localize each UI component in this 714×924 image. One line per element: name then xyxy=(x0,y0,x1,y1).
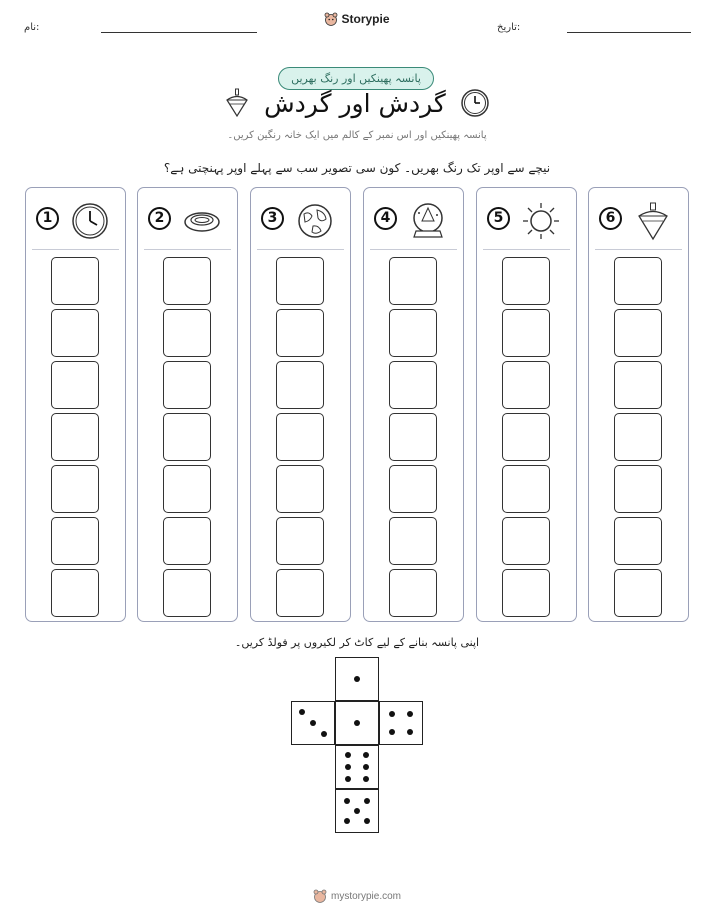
subtitle: پانسہ پھینکیں اور اس نمبر کے کالم میں ایک خانہ رنگین کریں۔ xyxy=(227,130,487,141)
die-pip xyxy=(299,709,305,715)
die-pip xyxy=(364,818,370,824)
die-pip xyxy=(321,731,327,737)
color-box[interactable] xyxy=(502,413,550,461)
die-face-3 xyxy=(291,701,335,745)
color-box[interactable] xyxy=(163,361,211,409)
color-box[interactable] xyxy=(389,569,437,617)
die-pip xyxy=(363,776,369,782)
date-label: تاریخ: xyxy=(497,22,521,33)
color-box[interactable] xyxy=(276,569,324,617)
storypie-mascot-icon xyxy=(324,12,338,26)
column-6 xyxy=(588,187,689,622)
die-pip xyxy=(389,729,395,735)
instruction: نیچے سے اوپر تک رنگ بھریں۔ کون سی تصویر سب سے پہلے اوپر پہنچتی ہے؟ xyxy=(163,161,551,175)
die-pip xyxy=(345,752,351,758)
die-pip xyxy=(354,808,360,814)
color-box[interactable] xyxy=(389,413,437,461)
color-box[interactable] xyxy=(51,517,99,565)
column-divider xyxy=(144,249,231,250)
spinning-top-icon xyxy=(224,88,250,118)
color-box[interactable] xyxy=(163,517,211,565)
title-text: گردش اور گردش xyxy=(264,88,446,118)
color-box[interactable] xyxy=(614,257,662,305)
color-box[interactable] xyxy=(163,257,211,305)
die-face-5 xyxy=(335,789,379,833)
color-box[interactable] xyxy=(276,361,324,409)
die-pip xyxy=(345,776,351,782)
color-box[interactable] xyxy=(389,517,437,565)
color-box[interactable] xyxy=(276,257,324,305)
color-box[interactable] xyxy=(51,309,99,357)
sun-icon xyxy=(521,201,561,245)
color-box[interactable] xyxy=(389,465,437,513)
clock-icon xyxy=(460,88,490,118)
column-number: 6 xyxy=(599,207,622,230)
die-pip xyxy=(354,676,360,682)
brand-logo xyxy=(0,12,714,26)
column-5 xyxy=(476,187,577,622)
column-1 xyxy=(25,187,126,622)
color-box[interactable] xyxy=(276,465,324,513)
column-divider xyxy=(370,249,457,250)
color-box[interactable] xyxy=(614,569,662,617)
footer-url: mystorypie.com xyxy=(330,890,401,902)
color-box[interactable] xyxy=(51,257,99,305)
color-box[interactable] xyxy=(163,413,211,461)
die-face-4 xyxy=(379,701,423,745)
globe-icon xyxy=(295,201,335,245)
color-box[interactable] xyxy=(614,465,662,513)
die-pip xyxy=(354,720,360,726)
column-divider xyxy=(257,249,344,250)
die-face-6 xyxy=(335,745,379,789)
storypie-mascot-icon xyxy=(313,889,327,903)
column-number: 2 xyxy=(148,207,171,230)
die-pip xyxy=(407,729,413,735)
die-pip xyxy=(344,818,350,824)
color-box[interactable] xyxy=(614,517,662,565)
color-box[interactable] xyxy=(614,413,662,461)
color-box[interactable] xyxy=(502,517,550,565)
name-label: نام: xyxy=(24,22,40,33)
column-number: 5 xyxy=(487,207,510,230)
column-divider xyxy=(483,249,570,250)
die-pip xyxy=(407,711,413,717)
color-box[interactable] xyxy=(502,257,550,305)
color-box[interactable] xyxy=(389,361,437,409)
die-pip xyxy=(363,764,369,770)
color-box[interactable] xyxy=(614,361,662,409)
color-box[interactable] xyxy=(502,569,550,617)
column-2 xyxy=(137,187,238,622)
color-box[interactable] xyxy=(51,569,99,617)
die-pip xyxy=(389,711,395,717)
die-face-1 xyxy=(335,701,379,745)
footer xyxy=(0,889,714,903)
color-box[interactable] xyxy=(163,309,211,357)
clock-icon xyxy=(70,201,110,245)
name-line[interactable] xyxy=(101,32,257,33)
activity-pill: پانسہ پھینکیں اور رنگ بھریں xyxy=(278,67,434,90)
brand-name: Storypie xyxy=(341,12,390,26)
snow-globe-icon xyxy=(408,201,448,245)
die-pip xyxy=(363,752,369,758)
color-box[interactable] xyxy=(276,309,324,357)
color-box[interactable] xyxy=(389,309,437,357)
die-pip xyxy=(364,798,370,804)
color-box[interactable] xyxy=(51,361,99,409)
color-box[interactable] xyxy=(614,309,662,357)
color-box[interactable] xyxy=(502,309,550,357)
color-box[interactable] xyxy=(51,413,99,461)
cut-instruction: اپنی پانسہ بنانے کے لیے کاٹ کر لکیروں پر فولڈ کریں۔ xyxy=(234,636,480,649)
color-box[interactable] xyxy=(163,569,211,617)
color-box[interactable] xyxy=(51,465,99,513)
die-pip xyxy=(310,720,316,726)
color-box[interactable] xyxy=(276,517,324,565)
die-pip xyxy=(344,798,350,804)
color-box[interactable] xyxy=(502,361,550,409)
die-pip xyxy=(345,764,351,770)
color-box[interactable] xyxy=(389,257,437,305)
color-box[interactable] xyxy=(276,413,324,461)
column-4 xyxy=(363,187,464,622)
ring-icon xyxy=(182,201,222,245)
spinning-top-icon xyxy=(633,201,673,245)
column-number: 1 xyxy=(36,207,59,230)
column-number: 3 xyxy=(261,207,284,230)
color-box[interactable] xyxy=(163,465,211,513)
column-3 xyxy=(250,187,351,622)
column-divider xyxy=(595,249,682,250)
column-divider xyxy=(32,249,119,250)
die-face-1 xyxy=(335,657,379,701)
column-number: 4 xyxy=(374,207,397,230)
page-title xyxy=(0,88,714,118)
date-line[interactable] xyxy=(567,32,691,33)
color-box[interactable] xyxy=(502,465,550,513)
